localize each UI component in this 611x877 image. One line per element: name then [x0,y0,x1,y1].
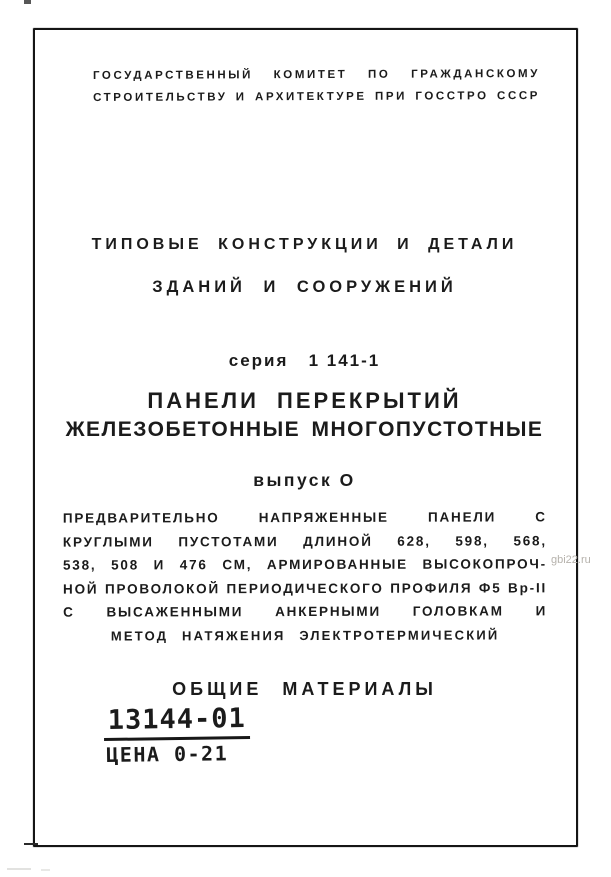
committee-line-2: СТРОИТЕЛЬСТВУ И АРХИТЕКТУРЕ ПРИ ГОССТРО СССР [93,90,541,104]
document-title [33,236,576,297]
committee-line-1: ГОСУДАРСТВЕННЫЙ КОМИТЕТ ПО ГРАЖДАНСКОМУ [92,68,540,82]
series-label: серия 1 141-1 [228,351,381,370]
description-line: ПРЕДВАРИТЕЛЬНО НАПРЯЖЕННЫЕ ПАНЕЛИ С [62,509,547,526]
border-overshoot-mark [24,843,38,845]
description-paragraph [63,505,547,647]
stamp-block [104,703,251,767]
description-line: НОЙ ПРОВОЛОКОЙ ПЕРИОДИЧЕСКОГО ПРОФИЛЯ Ф5 Вр-II [63,579,548,597]
subject-title [33,388,576,442]
price-label: ЦЕНА 0-21 [106,741,229,767]
stamp-number: 13144-01 [104,703,251,741]
scan-noise-mark [7,868,31,870]
committee-header [93,63,540,109]
description-line: С ВЫСАЖЕННЫМИ АНКЕРНЫМИ ГОЛОВКАМ И [63,603,548,620]
description-line: 538, 508 И 476 СМ, АРМИРОВАННЫЕ ВЫСОКОПРОЧ- [62,556,547,573]
title-line-2: ЗДАНИЙ И СООРУЖЕНИЙ [152,278,457,296]
materials-label: ОБЩИЕ МАТЕРИАЛЫ [172,679,437,699]
subject-line-2: ЖЕЛЕЗОБЕТОННЫЕ МНОГОПУСТОТНЫЕ [65,418,544,441]
subject-line-1: ПАНЕЛИ ПЕРЕКРЫТИЙ [147,388,462,413]
scan-speck [24,0,31,4]
description-line-method: МЕТОД НАТЯЖЕНИЯ ЭЛЕКТРОТЕРМИЧЕСКИЙ [110,626,500,644]
description-line: КРУГЛЫМИ ПУСТОТАМИ ДЛИНОЙ 628, 598, 568, [62,532,547,550]
title-line-1: ТИПОВЫЕ КОНСТРУКЦИИ И ДЕТАЛИ [91,236,518,253]
watermark-text: gbi22.ru [551,554,591,566]
issue-label: выпуск О [253,470,356,490]
scan-noise-mark [41,869,50,871]
